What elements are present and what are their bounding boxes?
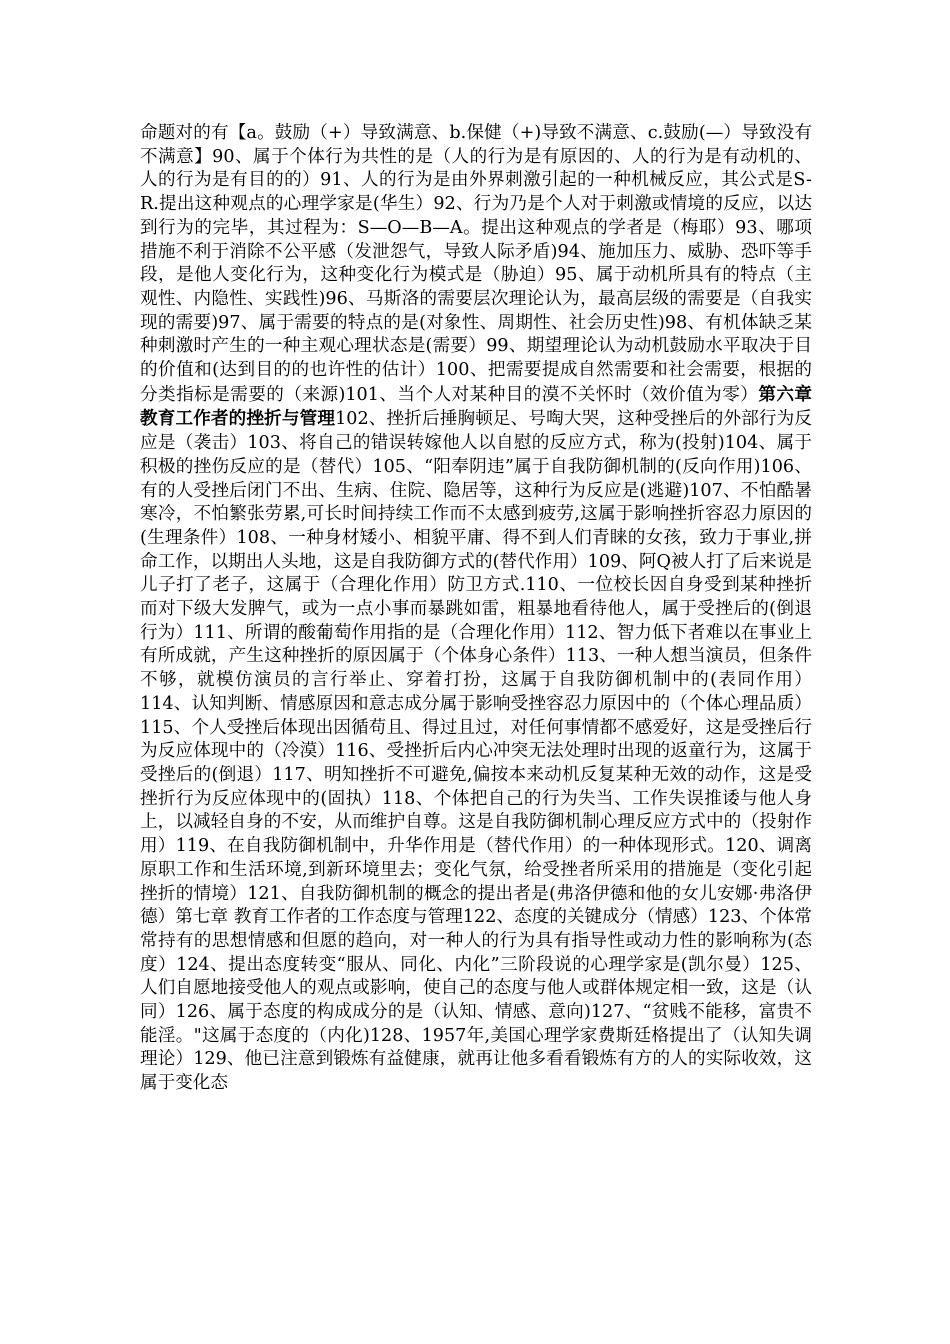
text-segment-2: 102、挫折后捶胸顿足、号啕大哭，这种受挫后的外部行为反应是（袭击）103、将自己的错误转嫁他人以自慰的反应方式，称为(投射)104、属于积极的挫伤反应的是（替代）105、“阳奉阴违”属于自我防御机制的(反向作用)106、有的人受挫后闭门不出、生病、住院、隐居等，这种行为反应是(逃避)107、不怕酷暑寒冷，不怕繁张劳累,可长时间持续工作而不太感到疲劳,这属于影响挫折容忍力原因的(生理条件）108、一种身材矮小、相貌平庸、得不到人们青睐的女孩，致力于事业,拼命工作，以期出人头地，这是自我防御方式的(替代作用）109、阿Q被人打了后来说是儿子打了老子，这属于（合理化作用）防卫方式.110、一位校长因自身受到某种挫折而对下级大发脾气，或为一点小事而暴跳如雷，粗暴地看待他人，属于受挫后的(倒退行为）111、所谓的酸葡萄作用指的是（合理化作用）112、智力低下者难以在事业上有所成就，产生这种挫折的原因属于（个体身心条件）113、一种人想当演员，但条件不够，就模仿演员的言行举止、穿着打扮，这属于自我防御机制中的(表同作用）114、认知判断、情感原因和意志成分属于影响受挫容忍力原因中的（个体心理品质）115、个人受挫后体现出因循苟且、得过且过，对任何事情都不感爱好，这是受挫后行为反应体现中的（冷漠）116、受挫折后内心冲突无法处理时出现的返童行为，这属于受挫后的(倒退）117、明知挫折不可避免,偏按本来动机反复某种无效的动作，这是受挫折行为反应体现中的(固执）118、个体把自己的行为失当、工作失误推诿与他人身上，以减轻自身的不安，从而维护自尊。这是自我防御机制心理反应方式中的（投射作用）119、在自我防御机制中，升华作用是（替代作用）的一种体现形式。120、调离原职工作和生活环境,到新环境里去；变化气氛，给受挫者所采用的措施是（变化引起挫折的情境）121、自我防御机制的概念的提出者是(弗洛伊德和他的女儿安娜·弗洛伊德）第七章 教育工作者的工作态度与管理122、态度的关键成分（情感）123、个体常常持有的思想情感和但愿的趋向，对一种人的行为具有指导性或动力性的影响称为(态度）124、提出态度转变“服从、同化、内化”三阶段说的心理学家是(凯尔曼）125、人们自愿地接受他人的观点或影响，使自己的态度与他人或群体规定相一致，这是（认同）126、属于态度的构成成分的是（认知、情感、意向)127、“贫贱不能移，富贵不能淫。"这属于态度的（内化)128、1957年,美国心理学家费斯廷格提出了（认知失调理论）129、他已注意到锻炼有益健康，就再让他多看看锻炼有方的人的实际收效，这属于变化态	[140, 409, 812, 1094]
text-segment-1: 命题对的有【a。鼓励（+）导致满意、b.保健（+)导致不满意、c.鼓励(—）导致没有不满意】90、属于个体行为共性的是（人的行为是有原因的、人的行为是有动机的、人的行为是有目的的）91、人的行为是由外界刺激引起的一种机械反应，其公式是S-R.提出这种观点的心理学家是(华生）92、行为乃是个人对于刺激或情境的反应，以达到行为的完毕，其过程为：S—O—B—A。提出这种观点的学者是（梅耶）93、哪项措施不利于消除不公平感（发泄怨气，导致人际矛盾)94、施加压力、威胁、恐吓等手段，是他人变化行为，这种变化行为模式是（胁迫）95、属于动机所具有的特点（主观性、内隐性、实践性)96、马斯洛的需要层次理论认为，最高层级的需要是（自我实现的需要)97、属于需要的特点的是(对象性、周期性、社会历史性)98、有机体缺乏某种刺激时产生的一种主观心理状态是(需要）99、期望理论认为动机鼓励水平取决于目的价值和(达到目的的也许性的估计）100、把需要提成自然需要和社会需要，根据的分类指标是需要的（来源)101、当个人对某种目的漠不关怀时（效价值为零）	[140, 123, 812, 405]
chapter-heading: 第六章 教育工作者的挫折与管理	[140, 383, 812, 430]
document-body	[140, 122, 812, 1096]
document-paragraph	[140, 122, 812, 1096]
